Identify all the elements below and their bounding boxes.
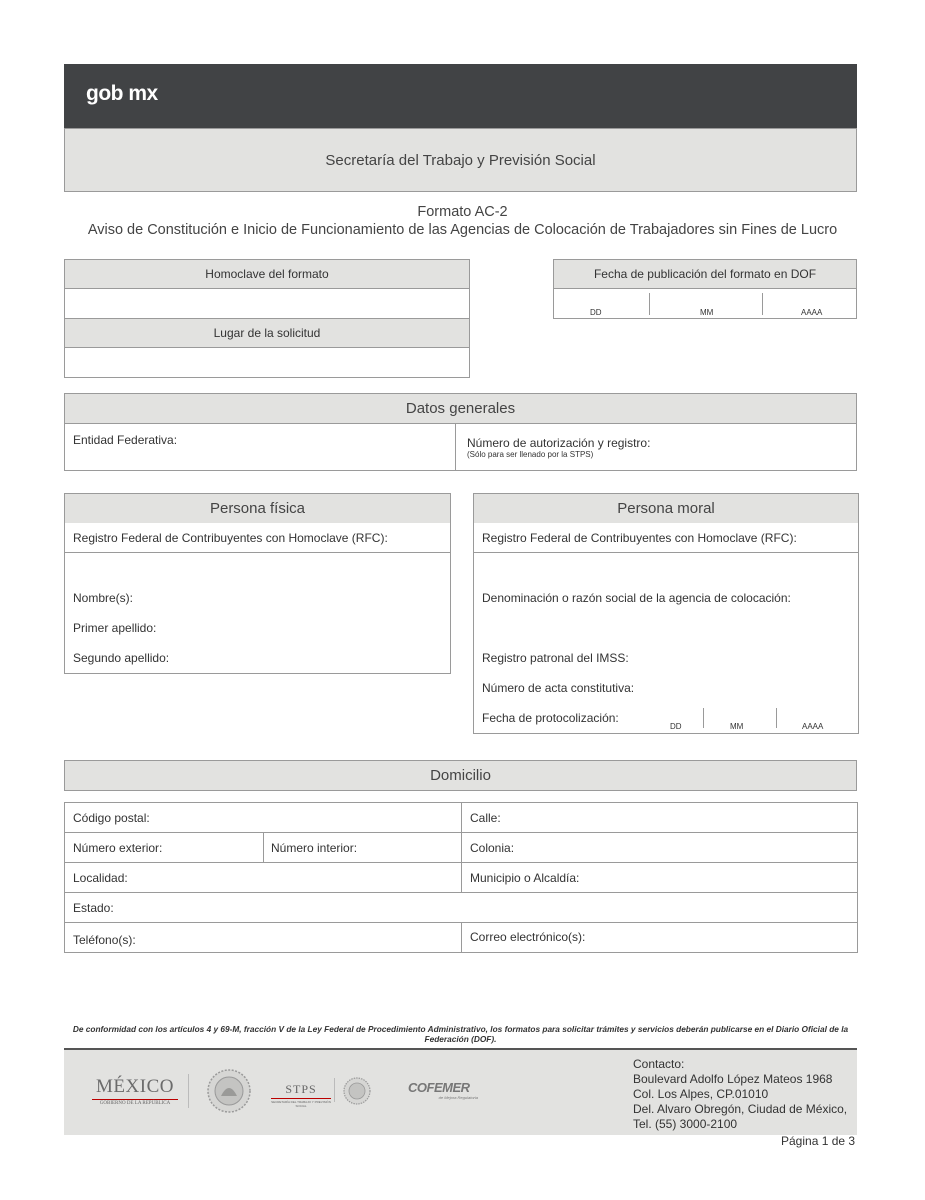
telefono-field[interactable] <box>65 923 461 952</box>
cofemer-logo <box>408 1080 478 1100</box>
pf-segundo-apellido-label: Segundo apellido: <box>73 651 170 665</box>
correo-label: Correo electrónico(s): <box>470 930 586 944</box>
form-code: Formato AC-2 <box>417 204 508 220</box>
estado-field[interactable] <box>65 893 857 922</box>
aaaa-label: AAAA <box>802 722 824 731</box>
mm-label: MM <box>730 722 744 731</box>
secretaria-title: Secretaría del Trabajo y Previsión Social <box>325 151 596 169</box>
pm-registro-imss-field[interactable] <box>473 643 859 674</box>
numero-autorizacion-note: (Sólo para ser llenado por la STPS) <box>467 450 594 459</box>
mexico-logo-text: MÉXICO <box>96 1076 174 1097</box>
pf-nombre-field[interactable] <box>64 583 451 614</box>
pf-primer-apellido-field[interactable] <box>64 613 451 644</box>
contact-colonia: Col. Los Alpes, CP.01010 <box>633 1087 769 1101</box>
pm-rfc-field[interactable] <box>473 553 859 584</box>
aaaa-label: AAAA <box>801 308 823 317</box>
fecha-dof-header <box>553 259 857 289</box>
persona-fisica-header <box>64 493 451 524</box>
localidad-field[interactable] <box>65 863 461 892</box>
numero-interior-field[interactable] <box>264 833 461 862</box>
numero-autorizacion-label: Número de autorización y registro: <box>467 436 651 450</box>
header-bar <box>64 64 857 128</box>
correo-field[interactable] <box>462 923 857 952</box>
contact-phone: Tel. (55) 3000-2100 <box>633 1117 738 1131</box>
homoclave-header <box>64 259 470 289</box>
lugar-label: Lugar de la solicitud <box>213 326 321 340</box>
numero-interior-label: Número interior: <box>271 841 358 855</box>
pm-rfc-label-row <box>473 523 859 553</box>
pf-rfc-label: Registro Federal de Contribuyentes con Homoclave (RFC): <box>73 530 388 545</box>
datos-generales-header <box>64 393 857 424</box>
divider <box>92 1099 178 1100</box>
fecha-dof-field[interactable] <box>553 288 857 319</box>
form-title: Aviso de Constitución e Inicio de Funcionamiento de las Agencias de Colocación de Trabajadores sin Fines de Lucro <box>87 222 838 238</box>
secretaria-banner <box>64 128 857 192</box>
pm-registro-imss-label: Registro patronal del IMSS: <box>482 651 629 665</box>
domicilio-title: Domicilio <box>430 767 491 784</box>
pm-denominacion-label-row <box>473 583 859 614</box>
homoclave-label: Homoclave del formato <box>205 267 329 281</box>
pm-denominacion-field[interactable] <box>473 613 859 644</box>
domicilio-header <box>64 760 857 791</box>
divider <box>334 1078 335 1102</box>
gobmx-logo: gob mx <box>86 82 158 105</box>
domicilio-table <box>64 802 858 953</box>
numero-exterior-label: Número exterior: <box>73 841 163 855</box>
divider <box>703 708 704 728</box>
telefono-label: Teléfono(s): <box>73 933 136 947</box>
homoclave-field[interactable] <box>64 288 470 319</box>
mexico-logo-subtext: GOBIERNO DE LA REPÚBLICA <box>99 1101 171 1106</box>
persona-fisica-title: Persona física <box>209 500 306 517</box>
pf-segundo-apellido-field[interactable] <box>64 643 451 674</box>
stps-logo-text: STPS <box>285 1082 317 1096</box>
municipio-label: Municipio o Alcaldía: <box>470 871 580 885</box>
cofemer-logo-text: COFEMER <box>408 1080 470 1095</box>
pm-numero-acta-label: Número de acta constitutiva: <box>482 681 635 695</box>
fecha-dof-label: Fecha de publicación del formato en DOF <box>593 267 817 281</box>
mm-label: MM <box>700 308 714 317</box>
pf-rfc-field[interactable] <box>64 553 451 584</box>
stps-logo <box>271 1082 331 1108</box>
dd-label: DD <box>590 308 602 317</box>
legal-note: De conformidad con los artículos 4 y 69-M, fracción V de la Ley Federal de Procedimiento Administrativo, los formatos para solicitar trámites y servicios deberán publicarse en el Diario Oficial de la Federación (DOF). <box>72 1024 849 1044</box>
codigo-postal-field[interactable] <box>65 803 461 832</box>
entidad-federativa-field[interactable] <box>64 423 456 471</box>
cofemer-logo-subtext: de Mejora Regulatoria <box>438 1095 478 1100</box>
dd-label: DD <box>670 722 682 731</box>
pm-fecha-protocolizacion-label: Fecha de protocolización: <box>482 711 619 725</box>
pm-numero-acta-field[interactable] <box>473 673 859 704</box>
persona-moral-header <box>473 493 859 524</box>
colonia-field[interactable] <box>462 833 857 862</box>
calle-field[interactable] <box>462 803 857 832</box>
page-number: Página 1 de 3 <box>781 1134 856 1148</box>
pf-nombre-label: Nombre(s): <box>73 591 134 605</box>
persona-moral-title: Persona moral <box>617 500 715 517</box>
municipio-field[interactable] <box>462 863 857 892</box>
lugar-field[interactable] <box>64 347 470 378</box>
lugar-header <box>64 318 470 348</box>
pm-denominacion-label: Denominación o razón social de la agencia de colocación: <box>482 591 791 605</box>
stps-seal-icon <box>342 1076 372 1106</box>
estado-label: Estado: <box>73 901 114 915</box>
entidad-federativa-label: Entidad Federativa: <box>73 433 178 447</box>
contact-delegacion: Del. Alvaro Obregón, Ciudad de México, <box>633 1102 848 1116</box>
calle-label: Calle: <box>470 811 501 825</box>
contact-address: Boulevard Adolfo López Mateos 1968 <box>633 1072 833 1086</box>
divider <box>776 708 777 728</box>
pm-rfc-label: Registro Federal de Contribuyentes con Homoclave (RFC): <box>482 530 797 545</box>
stps-logo-subtext: SECRETARÍA DEL TRABAJO Y PREVISIÓN SOCIAL <box>271 1100 331 1108</box>
divider <box>649 293 650 315</box>
pf-primer-apellido-label: Primer apellido: <box>73 621 157 635</box>
contact-block <box>633 1057 847 1132</box>
divider <box>762 293 763 315</box>
pm-fecha-protocolizacion-field[interactable] <box>473 703 859 734</box>
divider <box>271 1098 331 1099</box>
localidad-label: Localidad: <box>73 871 128 885</box>
divider <box>188 1074 189 1108</box>
pf-rfc-label-row <box>64 523 451 553</box>
numero-autorizacion-field[interactable] <box>455 423 857 471</box>
national-seal-icon <box>206 1068 252 1114</box>
mexico-logo <box>90 1076 180 1106</box>
codigo-postal-label: Código postal: <box>73 811 150 825</box>
datos-generales-title: Datos generales <box>405 400 516 417</box>
contact-title: Contacto: <box>633 1057 685 1071</box>
colonia-label: Colonia: <box>470 841 515 855</box>
numero-exterior-field[interactable] <box>65 833 263 862</box>
